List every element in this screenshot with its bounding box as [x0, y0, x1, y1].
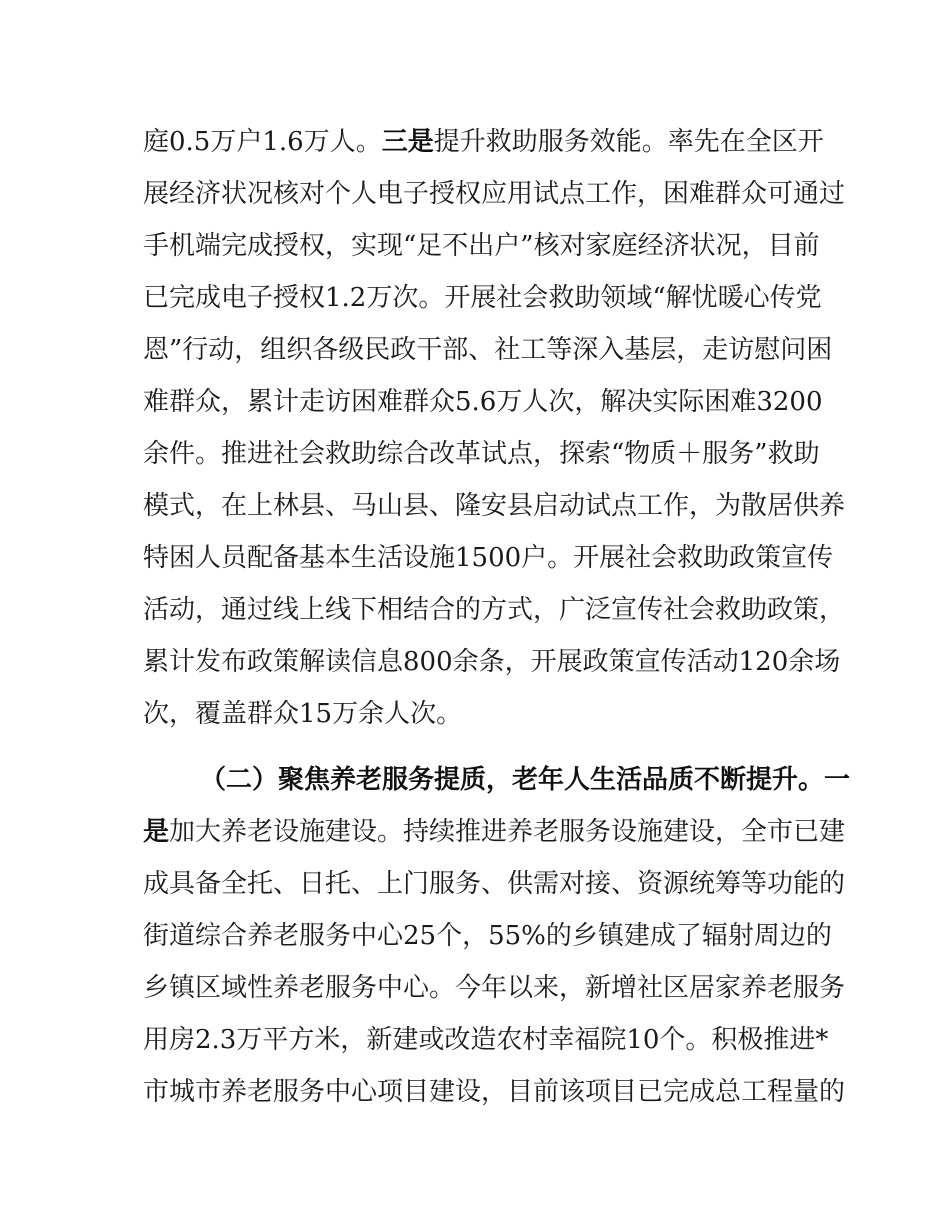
bold-text-segment: 三是 [381, 127, 434, 157]
text-segment: 模式，在上林县、马山县、隆安县启动试点工作，为散居供养 [143, 491, 846, 521]
text-segment: 累计发布政策解读信息800余条，开展政策宣传活动120余场 [143, 647, 841, 677]
text-line [143, 382, 823, 422]
text-segment: 恩”行动，组织各级民政干部、社工等深入基层，走访慰问困 [143, 335, 833, 365]
text-line [143, 226, 820, 266]
text-line [200, 760, 851, 800]
text-segment: 加大养老设施建设。持续推进养老服务设施建设，全市已建 [169, 817, 846, 847]
text-segment: 用房2.3万平方米，新建或改造农村幸福院10个。积极推进* [143, 1025, 829, 1055]
text-line [143, 486, 846, 526]
text-segment: 庭0.5万户1.6万人。 [143, 127, 382, 157]
text-line [143, 1020, 829, 1060]
text-line [143, 434, 820, 474]
text-line [143, 864, 846, 904]
text-segment: 提升救助服务效能。率先在全区开 [433, 127, 824, 157]
text-line [143, 694, 810, 734]
text-line [143, 916, 832, 956]
text-line [143, 642, 841, 682]
text-segment: 活动，通过线上线下相结合的方式，广泛宣传社会救助政策， [143, 595, 846, 625]
text-segment: 难群众，累计走访困难群众5.6万人次，解决实际困难3200 [143, 387, 823, 417]
text-line [143, 590, 846, 630]
text-segment: 特困人员配备基本生活设施1500户。开展社会救助政策宣传 [143, 543, 834, 573]
text-line [143, 278, 822, 318]
text-segment: 展经济状况核对个人电子授权应用试点工作，困难群众可通过 [143, 179, 846, 209]
text-line [143, 330, 833, 370]
text-segment: 手机端完成授权，实现“足不出户”核对家庭经济状况，目前 [143, 231, 820, 261]
text-segment: 乡镇区域性养老服务中心。今年以来，新增社区居家养老服务 [143, 973, 846, 1003]
text-line [143, 1072, 846, 1112]
bold-text-segment: （二）聚焦养老服务提质，老年人生活品质不断提升。一 [200, 765, 851, 795]
text-segment: 次，覆盖群众15万余人次。 [143, 699, 463, 729]
text-segment: 市城市养老服务中心项目建设，目前该项目已完成总工程量的 [143, 1077, 846, 1107]
text-line [143, 122, 824, 162]
text-line [143, 174, 846, 214]
text-segment: 余件。推进社会救助综合改革试点，探索“物质＋服务”救助 [143, 439, 820, 469]
text-segment: 成具备全托、日托、上门服务、供需对接、资源统筹等功能的 [143, 869, 846, 899]
text-line [143, 538, 834, 578]
text-segment: 已完成电子授权1.2万次。开展社会救助领域“解忧暖心传党 [143, 283, 822, 313]
text-segment: 街道综合养老服务中心25个，55%的乡镇建成了辐射周边的 [143, 921, 832, 951]
text-line [143, 812, 846, 852]
text-line [143, 968, 846, 1008]
bold-text-segment: 是 [143, 817, 170, 847]
